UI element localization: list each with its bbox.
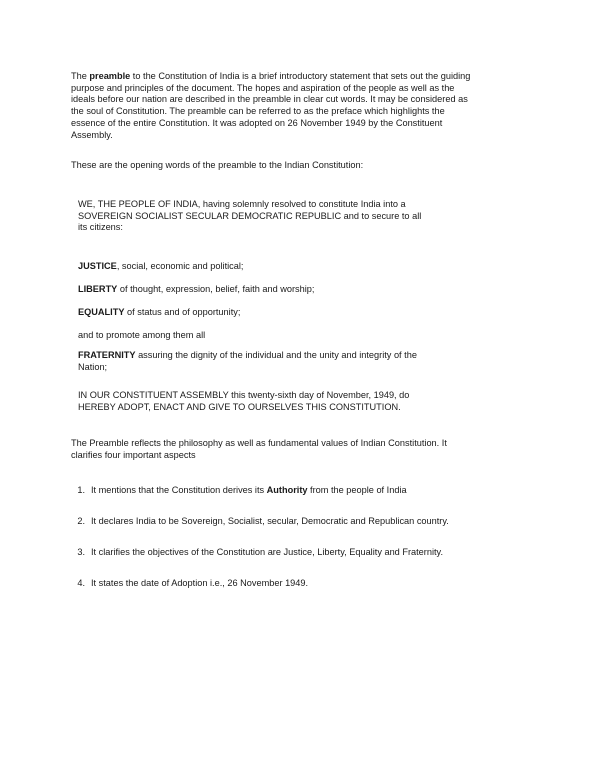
intro-line-4: the soul of Constitution. The preamble can be referred to as the preface which highlights the — [71, 106, 445, 117]
intro-line-3: ideals before our nation are described in the preamble in clear cut words. It may be considered as — [71, 94, 468, 105]
reflect-line-1: The Preamble reflects the philosophy as well as fundamental values of Indian Constitution. It — [71, 438, 447, 448]
list-item-text: It clarifies the objectives of the Constitution are Justice, Liberty, Equality and Fraternity. — [91, 547, 444, 557]
equality-text: of status and of opportunity; — [124, 307, 241, 317]
opening-sentence: These are the opening words of the preamble to the Indian Constitution: — [71, 160, 364, 170]
intro-paragraph — [71, 71, 541, 141]
we-line-1: WE, THE PEOPLE OF INDIA, having solemnly resolved to constitute India into a — [78, 199, 406, 209]
liberty-line — [78, 284, 498, 296]
list-item — [77, 516, 449, 528]
constituent-assembly-paragraph — [78, 390, 498, 413]
assembly-line-1: IN OUR CONSTITUENT ASSEMBLY this twenty-sixth day of November, 1949, do — [78, 390, 410, 400]
reflect-line-2: clarifies four important aspects — [71, 449, 196, 460]
list-number: 3. — [77, 547, 85, 557]
liberty-term: LIBERTY — [78, 284, 118, 294]
fraternity-paragraph — [78, 350, 498, 373]
fraternity-line-2: Nation; — [78, 361, 108, 372]
justice-text: , social, economic and political; — [116, 261, 244, 271]
intro-line-6: Assembly. — [71, 129, 113, 140]
we-line-2: SOVEREIGN SOCIALIST SECULAR DEMOCRATIC REPUBLIC and to secure to all — [78, 210, 422, 221]
equality-line — [78, 307, 498, 319]
preamble-term: preamble — [89, 71, 131, 81]
justice-line — [78, 261, 498, 273]
list-number: 4. — [77, 578, 85, 588]
authority-term: Authority — [266, 485, 308, 495]
list-item — [77, 547, 444, 559]
intro-line-1: to the Constitution of India is a brief introductory statement that sets out the guiding — [130, 71, 471, 81]
we-the-people-paragraph — [78, 199, 498, 234]
promote-line: and to promote among them all — [78, 330, 206, 340]
list-item-text: from the people of India — [307, 485, 407, 495]
reflect-paragraph — [71, 438, 536, 461]
liberty-text: of thought, expression, belief, faith and worship; — [117, 284, 315, 294]
we-line-3: its citizens: — [78, 222, 123, 233]
intro-prefix: The — [71, 71, 90, 81]
list-item — [77, 485, 407, 497]
list-item-text: It states the date of Adoption i.e., 26 November 1949. — [91, 578, 309, 588]
justice-term: JUSTICE — [78, 261, 117, 271]
intro-line-2: purpose and principles of the document. The hopes and aspiration of the people as well as the — [71, 82, 455, 93]
list-item — [77, 578, 309, 590]
assembly-line-2: HEREBY ADOPT, ENACT AND GIVE TO OURSELVES THIS CONSTITUTION. — [78, 401, 401, 412]
list-number: 2. — [77, 516, 85, 526]
list-number: 1. — [77, 485, 85, 495]
fraternity-term: FRATERNITY — [78, 350, 136, 360]
list-item-text: It declares India to be Sovereign, Socialist, secular, Democratic and Republican country. — [91, 516, 449, 526]
fraternity-text: assuring the dignity of the individual and the unity and integrity of the — [135, 350, 417, 360]
list-item-text: It mentions that the Constitution derives its — [91, 485, 267, 495]
intro-line-5: essence of the entire Constitution. It was adopted on 26 November 1949 by the Constituent — [71, 117, 443, 128]
equality-term: EQUALITY — [78, 307, 125, 317]
